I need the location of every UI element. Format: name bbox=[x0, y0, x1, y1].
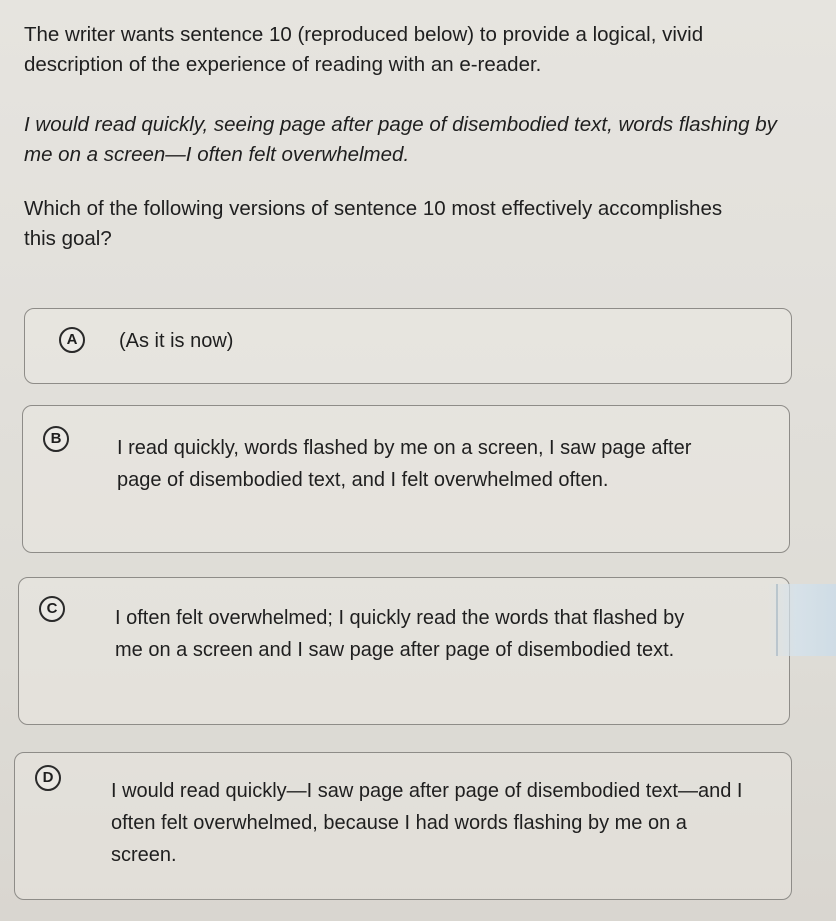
answer-choice-b[interactable] bbox=[22, 405, 790, 553]
answer-choice-c[interactable] bbox=[18, 577, 790, 725]
answer-choice-a[interactable] bbox=[24, 308, 792, 384]
choice-text-b: I read quickly, words flashed by me on a screen, I saw page after page of disembodied text, and I felt overwhelmed often. bbox=[117, 437, 692, 491]
reproduced-sentence: I would read quickly, seeing page after page of disembodied text, words flashing by me on a screen—I often felt overwhelmed. bbox=[24, 113, 777, 166]
choice-text-a: (As it is now) bbox=[119, 330, 234, 352]
choice-letter-b: B bbox=[43, 426, 69, 452]
choice-text-c: I often felt overwhelmed; I quickly read the words that flashed by me on a screen and I saw page after page of disembodied text. bbox=[115, 607, 685, 661]
question-text: Which of the following versions of sentence 10 most effectively accomplishes this goal? bbox=[24, 197, 723, 250]
screen-glare bbox=[768, 584, 836, 656]
answer-choice-d[interactable] bbox=[14, 752, 792, 900]
choice-text-d: I would read quickly—I saw page after page of disembodied text—and I often felt overwhelmed, because I had words flashing by me on a screen. bbox=[111, 780, 743, 866]
choice-letter-c: C bbox=[39, 596, 65, 622]
choice-letter-d: D bbox=[35, 765, 61, 791]
question-prompt: The writer wants sentence 10 (reproduced below) to provide a logical, vivid description of the experience of reading with an e-reader. bbox=[24, 23, 704, 76]
choice-letter-a: A bbox=[59, 327, 85, 353]
